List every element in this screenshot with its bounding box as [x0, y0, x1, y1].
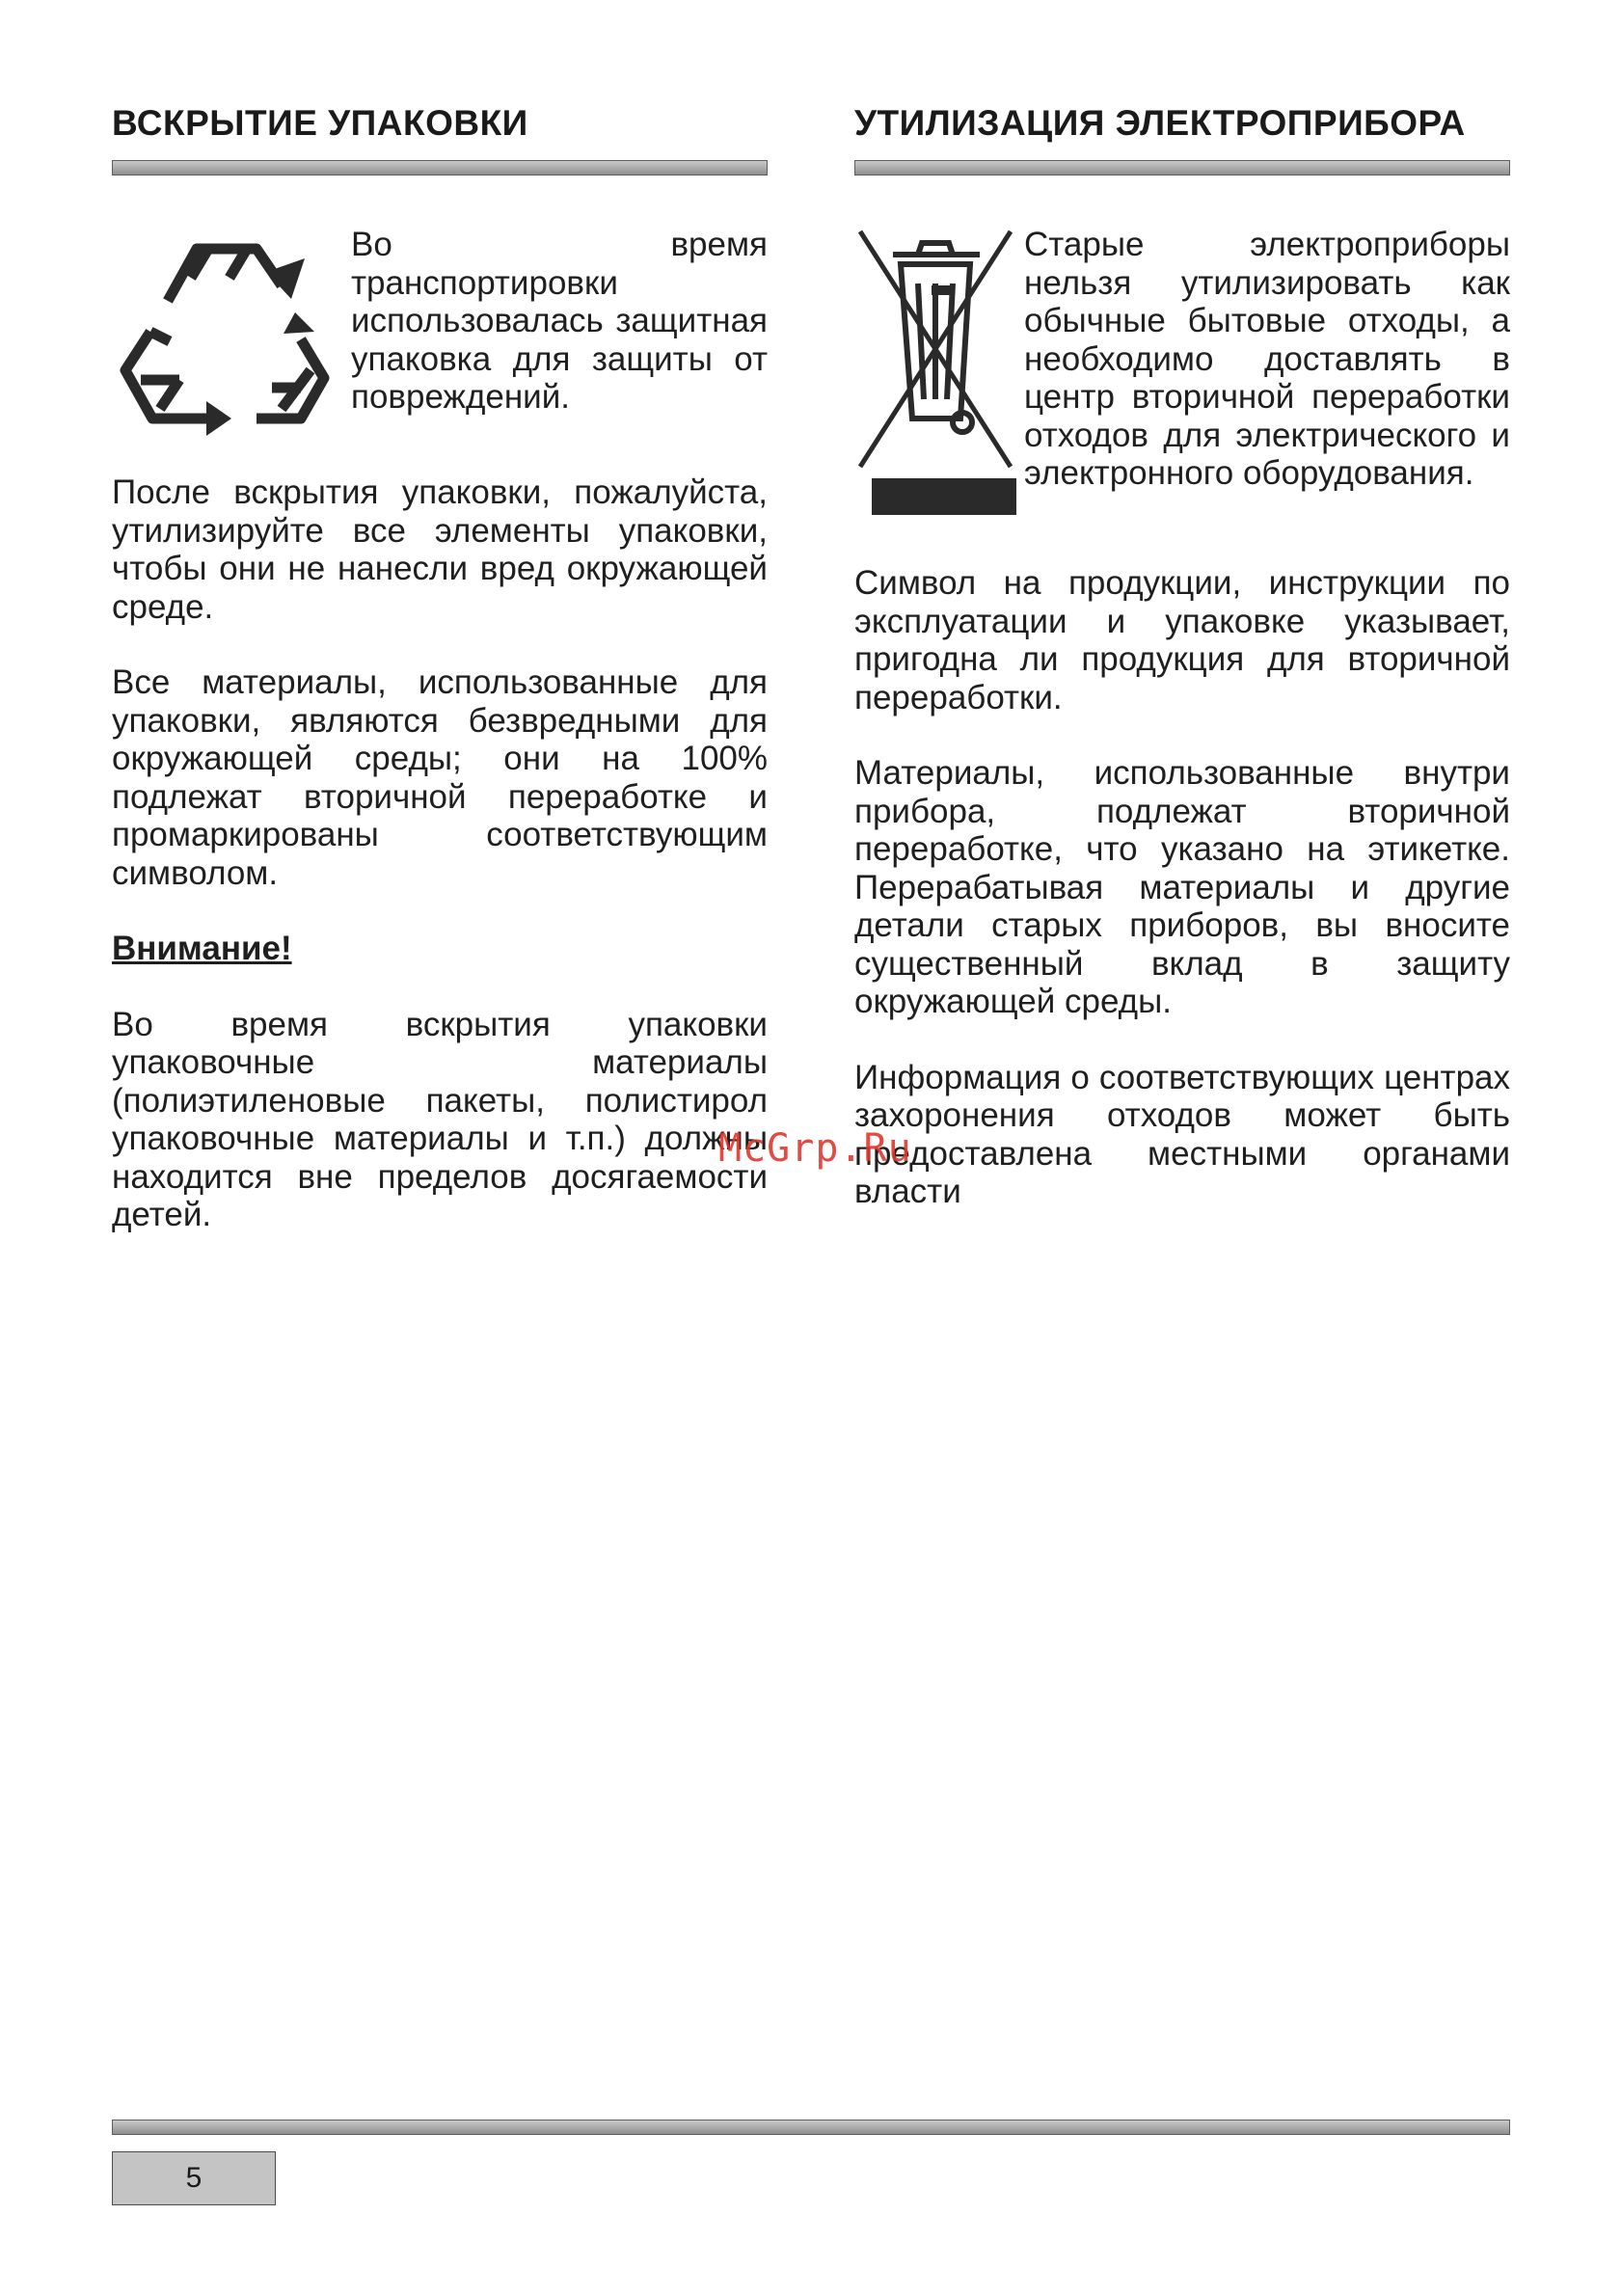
packaging-section-title: ВСКРЫТИЕ УПАКОВКИ: [112, 103, 528, 143]
left-column: [112, 96, 768, 1234]
watermark: McGrp.Ru: [718, 1126, 912, 1171]
packaging-paragraph-1: После вскрытия упаковки, пожалуйста, утилизируйте все элементы упаковки, чтобы они не нанесли вред окружающей среде.: [112, 473, 768, 626]
disposal-paragraph-3: Информация о соответствующих центрах захоронения отходов может быть предоставлена местными органами власти: [854, 1058, 1510, 1210]
disposal-paragraph-2: Материалы, использованные внутри прибора, подлежат вторичной переработке, что указано на этикетке. Перерабатывая материалы и другие детали старых приборов, вы вносите существенный вклад в защиту окружающей среды.: [854, 754, 1510, 1020]
packaging-paragraph-3: Во время вскрытия упаковки упаковочные материалы (полиэтиленовые пакеты, полистирол упаковочные материалы и т.п.) должны находится вне пределов досягаемости детей.: [112, 1005, 768, 1233]
title-divider: [854, 160, 1510, 176]
warning-heading: Внимание!: [112, 930, 292, 967]
page-number: 5: [112, 2151, 276, 2205]
disposal-intro: [854, 226, 1510, 527]
packaging-paragraph-2: Все материалы, использованные для упаковки, являются безвредными для окружающей среды; они на 100% подлежат вторичной переработке и промаркированы соответствующим символом.: [112, 663, 768, 892]
right-column: [854, 96, 1510, 1211]
disposal-paragraph-1: Символ на продукции, инструкции по эксплуатации и упаковке указывает, пригодна ли продукция для вторичной переработки.: [854, 564, 1510, 716]
disposal-intro-text: Старые электроприборы нельзя утилизировать как обычные бытовые отходы, а необходимо доставлять в центр вторичной переработки отходов для электрического и электронного оборудования.: [1024, 226, 1510, 492]
packaging-intro: [112, 226, 768, 436]
crossed-bin-icon: [854, 226, 1016, 527]
disposal-section-title: УТИЛИЗАЦИЯ ЭЛЕКТРОПРИБОРА: [854, 103, 1466, 143]
packaging-intro-text: Во время транспортировки использовалась защитная упаковка для защиты от повреждений.: [351, 226, 768, 416]
title-divider: [112, 160, 768, 176]
recycle-icon: [112, 226, 332, 436]
footer-divider: [112, 2120, 1510, 2135]
